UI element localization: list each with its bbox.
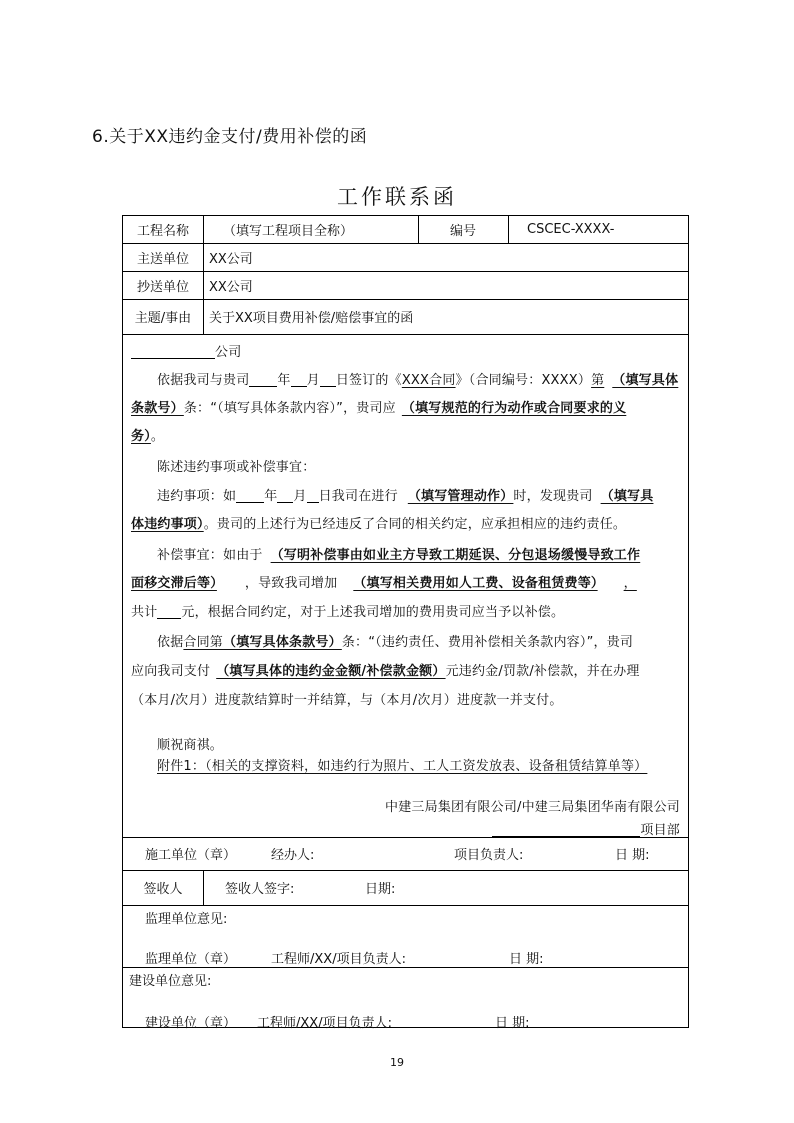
paragraph-line: [131, 601, 564, 620]
supervision-engineer-label: 工程师/XX/项目负责人:: [271, 951, 406, 967]
paragraph-line: [131, 513, 626, 532]
text: 》（合同编号：XXXX）: [455, 373, 592, 388]
blank: [320, 372, 336, 387]
paragraph-line: [157, 485, 653, 504]
receiver-signature-label: 签收人签字:: [225, 882, 295, 897]
owner-engineer-label: 工程师/XX/项目负责人:: [257, 1015, 392, 1031]
text: 陈述违约事项或补偿事宜：: [157, 460, 316, 475]
column-divider: [203, 216, 204, 334]
number-value: CSCEC-XXXX-: [527, 222, 615, 237]
handler-label: 经办人:: [271, 848, 315, 863]
blank: [157, 604, 181, 619]
signature-department: [492, 819, 680, 838]
text: 依据我司与贵司: [157, 373, 250, 388]
text: 面移交滞后等）: [131, 576, 217, 591]
section-heading: 6.关于XX违约金支付/费用补偿的函: [92, 127, 368, 147]
project-name-value: （填写工程项目全称）: [223, 224, 354, 239]
blank: [307, 488, 319, 503]
paragraph-line: [131, 572, 641, 591]
paragraph-line: [131, 425, 164, 444]
supervision-unit-stamp: 监理单位（章）: [145, 951, 237, 967]
addressee-line: [131, 341, 241, 360]
subject-value: 关于XX项目费用补偿/赔偿事宜的函: [209, 311, 414, 326]
supervision-opinion-label: 监理单位意见:: [145, 911, 228, 927]
text: ，导致我司增加: [244, 576, 338, 591]
text: 日签订的《: [335, 373, 402, 388]
text: XXX合同: [401, 373, 456, 388]
row-divider: [123, 243, 688, 244]
text: 条款号）: [131, 401, 184, 416]
copy-recipient-label: 抄送单位: [136, 279, 189, 295]
text: 务）: [131, 429, 151, 444]
main-recipient-label: 主送单位: [136, 251, 189, 267]
paragraph-line: [157, 369, 678, 388]
text: 元违约金/罚款/补偿款，并在办理: [445, 664, 640, 679]
text: 月: [306, 373, 320, 388]
text: （填写具体条款号）: [223, 635, 342, 650]
text: 补偿事宜：如由于: [157, 548, 263, 563]
text: 顺祝商祺。: [157, 738, 224, 753]
text: 项目部: [640, 823, 680, 838]
text: 应向我司支付: [131, 664, 211, 679]
paragraph-line: [157, 456, 315, 475]
paragraph-line: [131, 689, 563, 708]
blank: [249, 372, 277, 387]
main-recipient-value: XX公司: [209, 251, 253, 267]
text: 依据: [157, 635, 184, 650]
text: （本月/次月）进度款结算时一并结算，与（本月/次月）进度款一并支付。: [131, 693, 563, 708]
text: 月: [293, 489, 307, 504]
row-divider: [123, 870, 688, 871]
paragraph-line: [157, 631, 633, 650]
project-name-label: 工程名称: [136, 224, 189, 239]
text: 条：“（填写具体条款内容）”，贵司应: [183, 401, 396, 416]
construction-unit-stamp: 施工单位（章）: [145, 848, 237, 863]
text: （写明补偿事由如业主方导致工期延误、分包退场缓慢导致工作: [270, 548, 641, 563]
text: 违约事项：如: [157, 489, 237, 504]
blank: [291, 372, 307, 387]
blank: [492, 822, 640, 837]
page-number: 19: [390, 1056, 404, 1069]
paragraph-line: [131, 397, 626, 416]
text: ，: [623, 576, 637, 591]
text: 时，发现贵司: [513, 489, 593, 504]
column-divider: [508, 216, 509, 243]
date-label: 日 期:: [509, 951, 544, 967]
date-label: 日 期:: [495, 1015, 530, 1031]
text: 合同第: [183, 635, 224, 650]
document-title: 工作联系函: [337, 185, 457, 209]
subject-label: 主题/事由: [134, 311, 192, 326]
text: 中建三局集团有限公司/中建三局集团华南有限公司: [385, 800, 680, 815]
text: 。贵司的上述行为已经违反了合同的相关约定，应承担相应的违约责任。: [203, 517, 627, 532]
text: （填写具体: [612, 373, 679, 388]
text: 附件1：（相关的支撑资料，如违约行为照片、工人工资发放表、设备租赁结算单等）: [157, 759, 648, 774]
text: （填写规范的行为动作或合同要求的义: [401, 401, 627, 416]
receiver-label: 签收人: [143, 882, 183, 897]
blank: [131, 344, 215, 359]
row-divider: [123, 271, 688, 272]
text: 。: [150, 429, 165, 444]
text: 共计: [131, 605, 158, 620]
paragraph-line: [157, 544, 640, 563]
date-label: 日 期:: [615, 848, 650, 863]
attachment-line: [157, 755, 647, 774]
owner-opinion-label: 建设单位意见:: [129, 973, 212, 989]
text: 年: [264, 489, 278, 504]
column-divider: [203, 870, 204, 905]
text: 体违约事项）: [131, 517, 204, 532]
blank: [277, 488, 293, 503]
text: （填写具: [600, 489, 654, 504]
signature-company: [385, 796, 680, 815]
number-label: 编号: [449, 224, 476, 239]
text: 日我司在进行: [318, 489, 398, 504]
text: 年: [277, 373, 291, 388]
row-divider: [123, 334, 688, 335]
text: （填写具体的违约金金额/补偿款金额）: [216, 664, 446, 679]
text: 元，根据合同约定，对于上述我司增加的费用贵司应当予以补偿。: [181, 605, 565, 620]
closing-line: [157, 734, 223, 753]
text: （填写管理动作）: [407, 489, 514, 504]
owner-unit-stamp: 建设单位（章）: [145, 1015, 237, 1031]
text: 条：“（违约责任、费用补偿相关条款内容）”，贵司: [341, 635, 634, 650]
paragraph-line: [131, 660, 640, 679]
text: 公司: [215, 345, 242, 360]
date-label: 日期:: [365, 882, 396, 897]
text: （填写相关费用如人工费、设备租赁费等）: [353, 576, 598, 591]
blank: [236, 488, 264, 503]
project-leader-label: 项目负责人:: [454, 848, 524, 863]
copy-recipient-value: XX公司: [209, 279, 253, 295]
contact-letter-table: [122, 215, 689, 1031]
text: 第: [591, 373, 605, 388]
